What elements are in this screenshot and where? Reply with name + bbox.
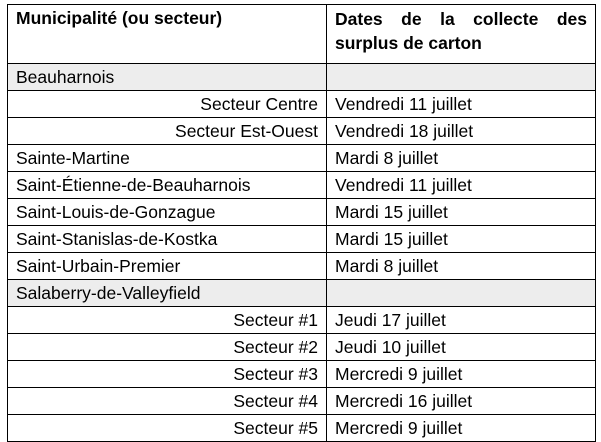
collection-schedule-table bbox=[7, 4, 596, 442]
group-row bbox=[8, 280, 596, 307]
sector-name-cell: Secteur #5 bbox=[8, 415, 327, 442]
table-row bbox=[8, 388, 596, 415]
header-collection-dates: Dates de la collecte des surplus de carton bbox=[327, 5, 596, 64]
municipality-name-cell: Saint-Étienne-de-Beauharnois bbox=[8, 172, 327, 199]
collection-date-cell: Mardi 15 juillet bbox=[327, 226, 596, 253]
municipality-name-cell: Saint-Urbain-Premier bbox=[8, 253, 327, 280]
table-row bbox=[8, 172, 596, 199]
collection-date-cell: Mercredi 9 juillet bbox=[327, 415, 596, 442]
table-row bbox=[8, 307, 596, 334]
table-header bbox=[8, 5, 596, 64]
table-row bbox=[8, 226, 596, 253]
collection-date-cell bbox=[327, 280, 596, 307]
municipality-name-cell: Beauharnois bbox=[8, 64, 327, 91]
collection-date-cell: Vendredi 18 juillet bbox=[327, 118, 596, 145]
municipality-name-cell: Sainte-Martine bbox=[8, 145, 327, 172]
header-row bbox=[8, 5, 596, 64]
collection-date-cell: Jeudi 17 juillet bbox=[327, 307, 596, 334]
municipality-name-cell: Saint-Stanislas-de-Kostka bbox=[8, 226, 327, 253]
sector-name-cell: Secteur #3 bbox=[8, 361, 327, 388]
table-row bbox=[8, 253, 596, 280]
sector-name-cell: Secteur Centre bbox=[8, 91, 327, 118]
table-row bbox=[8, 91, 596, 118]
table-row bbox=[8, 199, 596, 226]
collection-date-cell: Jeudi 10 juillet bbox=[327, 334, 596, 361]
municipality-name-cell: Saint-Louis-de-Gonzague bbox=[8, 199, 327, 226]
table-row bbox=[8, 118, 596, 145]
collection-date-cell: Mercredi 16 juillet bbox=[327, 388, 596, 415]
sector-name-cell: Secteur #1 bbox=[8, 307, 327, 334]
collection-date-cell: Mardi 15 juillet bbox=[327, 199, 596, 226]
collection-date-cell: Mardi 8 juillet bbox=[327, 145, 596, 172]
table-row bbox=[8, 361, 596, 388]
collection-date-cell: Vendredi 11 juillet bbox=[327, 172, 596, 199]
collection-date-cell: Mardi 8 juillet bbox=[327, 253, 596, 280]
sector-name-cell: Secteur #2 bbox=[8, 334, 327, 361]
group-row bbox=[8, 64, 596, 91]
collection-date-cell: Mercredi 9 juillet bbox=[327, 361, 596, 388]
municipality-name-cell: Salaberry-de-Valleyfield bbox=[8, 280, 327, 307]
table-row bbox=[8, 415, 596, 442]
table-row bbox=[8, 145, 596, 172]
table-row bbox=[8, 334, 596, 361]
table-body bbox=[8, 64, 596, 442]
collection-date-cell bbox=[327, 64, 596, 91]
sector-name-cell: Secteur Est-Ouest bbox=[8, 118, 327, 145]
header-municipality: Municipalité (ou secteur) bbox=[8, 5, 327, 64]
collection-date-cell: Vendredi 11 juillet bbox=[327, 91, 596, 118]
sector-name-cell: Secteur #4 bbox=[8, 388, 327, 415]
